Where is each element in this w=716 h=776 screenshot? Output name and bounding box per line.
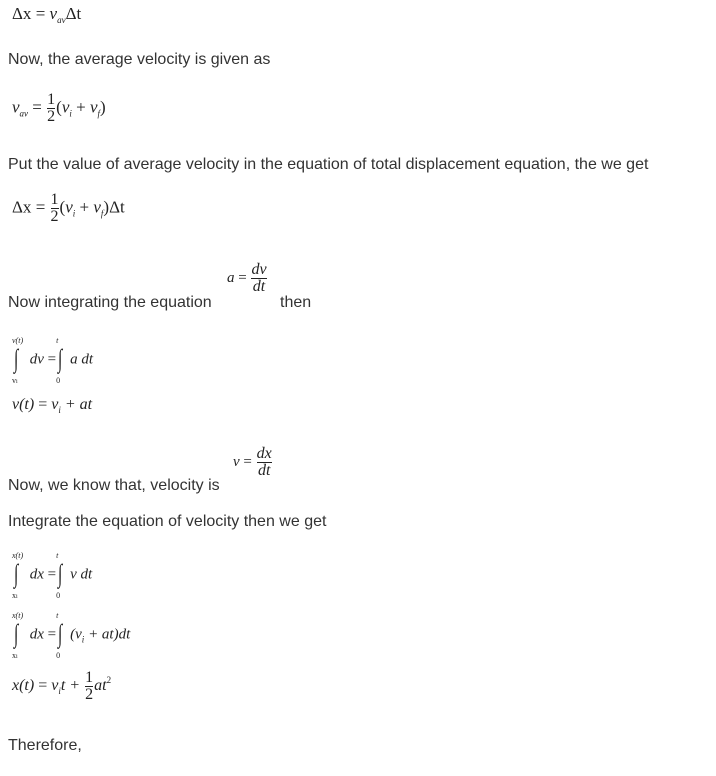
equation-integral-velocity xyxy=(12,336,94,385)
eq-term: a xyxy=(227,269,235,286)
eq-paren: ( xyxy=(56,97,62,117)
eq-subscript: i xyxy=(72,208,76,219)
numerator: 1 xyxy=(50,191,59,208)
equation-velocity-definition xyxy=(233,446,273,479)
lower-limit: 0 xyxy=(56,591,61,600)
eq-term: x(t) xyxy=(12,677,35,695)
integrand: dv xyxy=(29,351,44,368)
paragraph-therefore: Therefore, xyxy=(8,737,82,754)
denominator: dt xyxy=(252,278,266,295)
numerator: dv xyxy=(251,261,267,278)
upper-limit: t xyxy=(56,336,59,345)
eq-sign: = xyxy=(38,396,48,413)
eq-term: v xyxy=(233,453,240,470)
eq-subscript: i xyxy=(58,405,61,415)
eq-term: v xyxy=(49,4,58,23)
eq-sign: + xyxy=(79,197,90,217)
upper-limit: t xyxy=(56,551,59,560)
eq-term: v xyxy=(65,197,73,217)
equation-displacement-average xyxy=(12,192,125,225)
fraction xyxy=(251,262,266,295)
eq-paren: ( xyxy=(59,197,66,217)
upper-limit: t xyxy=(56,611,59,620)
eq-sign: = xyxy=(238,269,247,286)
fraction xyxy=(257,446,272,479)
equation-acceleration xyxy=(227,262,268,295)
equation-integral-position-expanded xyxy=(12,611,131,660)
lower-limit: 0 xyxy=(56,376,61,385)
equation-average-velocity xyxy=(12,92,106,125)
eq-sign: = xyxy=(243,453,252,470)
eq-sign: = xyxy=(35,197,46,217)
integral-symbol: v(t) ∫ vi xyxy=(12,336,24,385)
fraction xyxy=(51,192,59,225)
equation-displacement xyxy=(12,4,81,25)
integrand: dx xyxy=(29,626,44,643)
numerator: 1 xyxy=(85,669,94,686)
eq-subscript: av xyxy=(19,108,29,119)
eq-sign: = xyxy=(47,626,57,643)
paragraph-substitution: Put the value of average velocity in the equation of total displacement equation, the we get xyxy=(8,156,649,173)
eq-subscript: i xyxy=(69,108,72,119)
integrand: a dt xyxy=(70,351,94,368)
paragraph-integrate-velocity: Integrate the equation of velocity then we get xyxy=(8,513,327,530)
equation-velocity-result xyxy=(12,396,92,415)
denominator: dt xyxy=(257,462,271,479)
numerator: dx xyxy=(256,445,272,462)
eq-term: )Δt xyxy=(103,197,125,217)
paragraph-velocity-is: Now, we know that, velocity is xyxy=(8,477,220,494)
integral-symbol: t ∫ 0 xyxy=(56,336,63,385)
denominator: 2 xyxy=(47,108,56,125)
eq-subscript: f xyxy=(100,208,104,219)
paragraph-average-velocity: Now, the average velocity is given as xyxy=(8,51,271,68)
eq-term: v xyxy=(51,396,59,413)
eq-term: v xyxy=(51,677,59,695)
eq-exponent: 2 xyxy=(106,675,112,686)
eq-sign: + xyxy=(76,97,86,117)
eq-subscript: i xyxy=(58,686,61,697)
eq-term: Δt xyxy=(65,4,82,23)
fraction xyxy=(47,92,55,125)
fraction xyxy=(85,670,93,703)
eq-term: v xyxy=(61,97,70,117)
eq-term: at xyxy=(94,677,107,695)
eq-sign: = xyxy=(47,351,57,368)
numerator: 1 xyxy=(47,91,56,108)
integral-symbol: t ∫ 0 xyxy=(56,611,63,660)
eq-term: + at xyxy=(64,396,93,413)
integrand: (v xyxy=(70,626,82,643)
eq-term: v xyxy=(93,197,101,217)
eq-term: v xyxy=(89,97,98,117)
eq-sign: = xyxy=(47,566,57,583)
integral-symbol: t ∫ 0 xyxy=(56,551,63,600)
lower-limit: xi xyxy=(12,651,18,660)
eq-term: v(t) xyxy=(12,396,35,413)
eq-subscript: i xyxy=(81,634,85,645)
integrand: v dt xyxy=(70,566,93,583)
eq-term: t + xyxy=(60,677,81,695)
eq-sign: = xyxy=(35,4,46,23)
eq-term: Δx xyxy=(12,4,32,23)
upper-limit: x(t) xyxy=(12,611,24,620)
integrand: + at)dt xyxy=(84,626,131,643)
equation-integral-position xyxy=(12,551,93,600)
denominator: 2 xyxy=(50,208,59,225)
lower-limit: vi xyxy=(12,376,18,385)
eq-paren: ) xyxy=(100,97,106,117)
integrand: dx xyxy=(29,566,44,583)
equation-position-result xyxy=(12,670,111,703)
eq-term: v xyxy=(12,97,20,117)
eq-sign: = xyxy=(32,97,42,117)
denominator: 2 xyxy=(85,686,94,703)
paragraph-integrating: Now integrating the equation xyxy=(8,294,212,311)
eq-sign: = xyxy=(38,677,48,695)
eq-term: Δx xyxy=(12,197,32,217)
eq-subscript: av xyxy=(57,15,66,25)
upper-limit: v(t) xyxy=(12,336,24,345)
eq-subscript: f xyxy=(97,108,101,119)
upper-limit: x(t) xyxy=(12,551,24,560)
integral-symbol: x(t) ∫ xi xyxy=(12,551,24,600)
paragraph-then: then xyxy=(280,294,312,311)
integral-symbol: x(t) ∫ xi xyxy=(12,611,24,660)
lower-limit: 0 xyxy=(56,651,61,660)
lower-limit: xi xyxy=(12,591,18,600)
